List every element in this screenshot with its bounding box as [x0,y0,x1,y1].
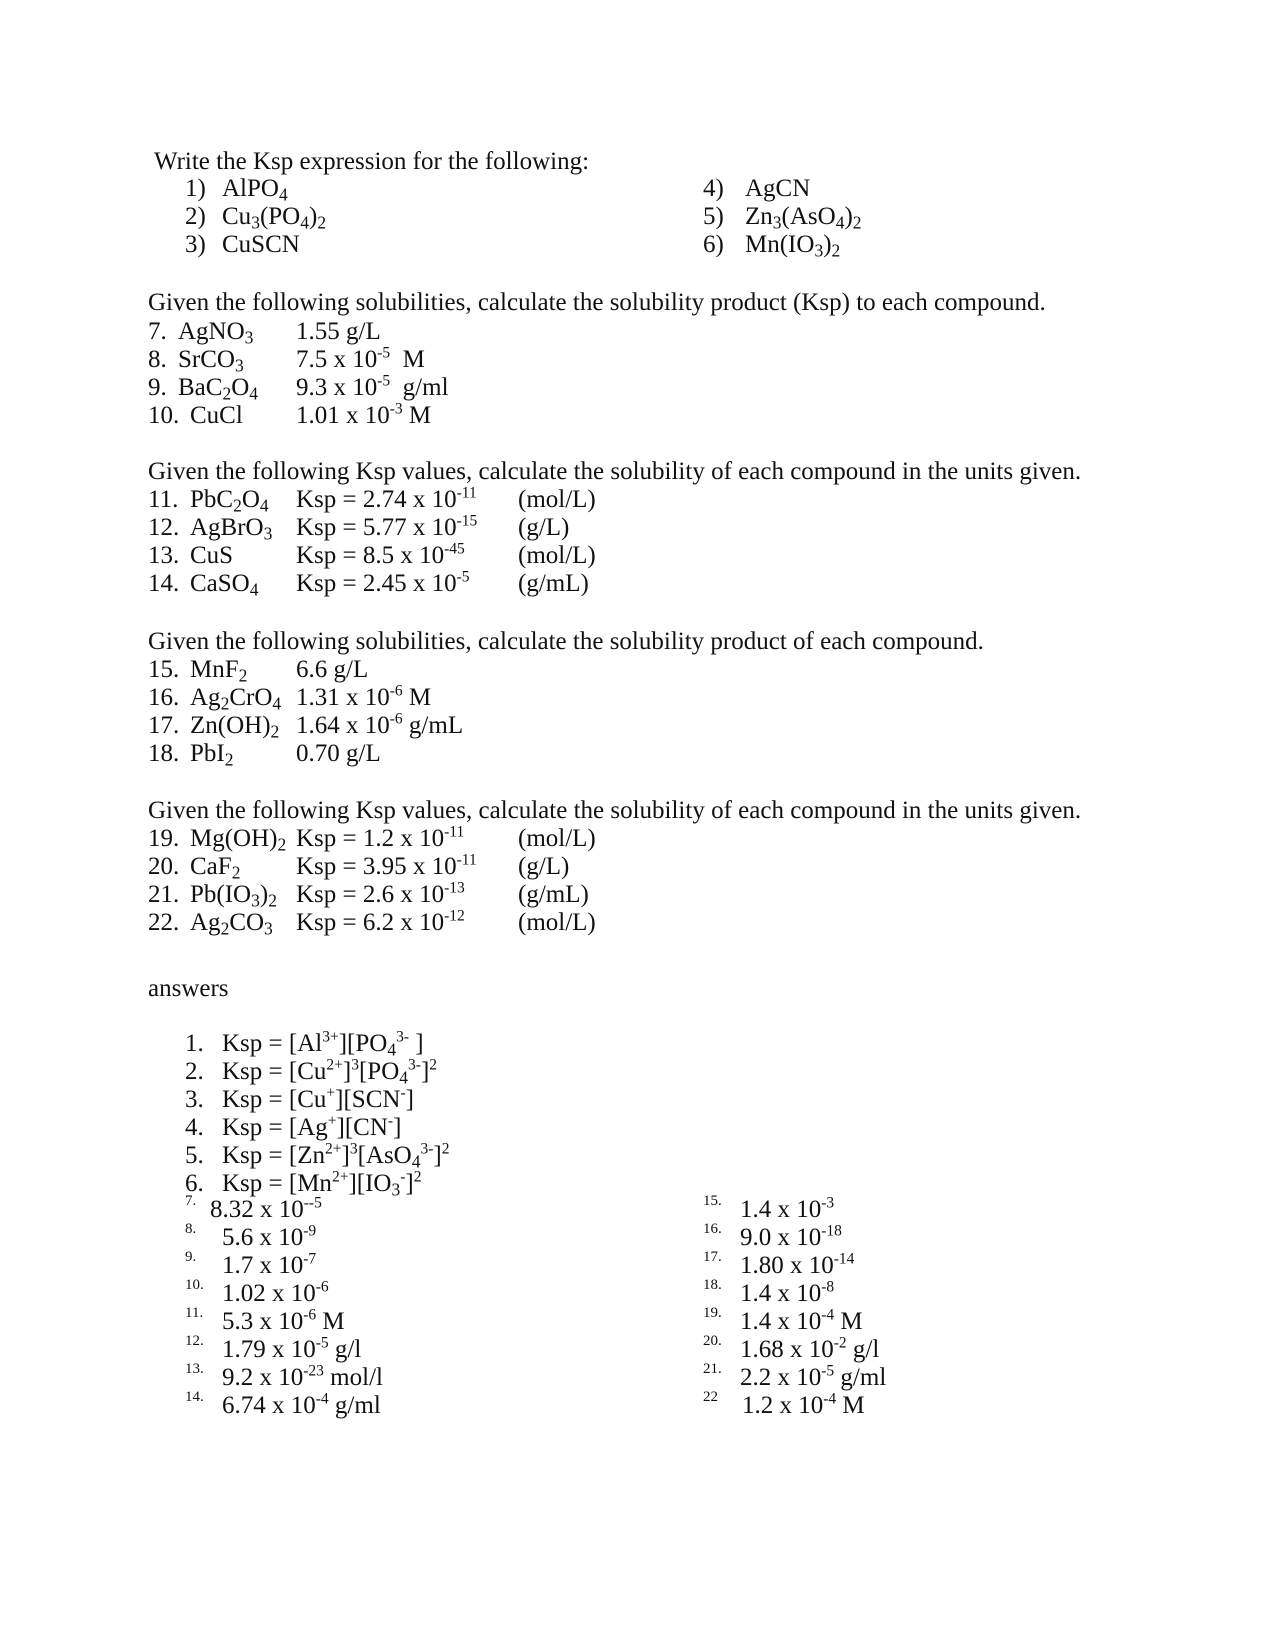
row-formula: $Ag_2CO_3$ [190,909,273,939]
item-number: 4) [703,175,724,202]
row-formula: PbI$_2$ [190,740,234,770]
row-unit: (mol/L) [518,486,596,513]
row-value: 0.70 g/L [296,740,381,767]
answer-number: 4. [185,1114,204,1141]
row-formula: CaF$_2$ [190,853,241,883]
answer-number: 18. [703,1277,722,1293]
answer-value: 1.02 x $10^{-6}$ [222,1278,329,1307]
answer-number: 15. [703,1193,722,1209]
row-formula: $Ag_2CrO_4$ [190,684,282,714]
row-number: 20. [148,853,180,880]
answer-value: 1.2 x $10^{-4}$ M [742,1390,865,1419]
ksp-expression-heading: Write the Ksp expression for the following: [154,148,590,175]
answer-expression: Ksp = $[Zn^{2+}]^3[AsO_4^{3-}]^2$ [222,1140,450,1172]
row-number: 12. [148,514,180,541]
answer-number: 9. [185,1249,197,1265]
row-number: 19. [148,825,180,852]
item-formula: CuSCN [222,231,300,258]
solubility-product-heading: Given the following solubilities, calculate the solubility product of each compound. [148,628,984,655]
row-number: 21. [148,881,180,908]
answer-expression: Ksp = [Cu+][SCN-] [222,1084,414,1113]
answer-value: 5.6 x $10^{-9}$ [222,1222,317,1251]
row-unit: (g/mL) [518,570,589,597]
answer-expression: Ksp = $[Mn^{2+}][IO_3^-]^2$ [222,1168,422,1200]
row-formula: $Zn(OH)_2$ [190,712,280,742]
row-value: 9.3 x $10^{-5}$ g/ml [296,372,449,401]
answer-number: 17. [703,1249,722,1265]
row-ksp: Ksp = 6.2 x $10^{-12}$ [296,907,465,936]
ksp-to-solubility-heading-2: Given the following Ksp values, calculate the solubility of each compound in the units given. [148,797,1082,824]
row-ksp: Ksp = 8.5 x $10^{-45}$ [296,540,465,569]
row-formula: SrCO$_3$ [178,346,244,376]
answer-number: 21. [703,1361,722,1377]
row-formula: $BaC_2O_4$ [178,374,259,404]
row-number: 7. [148,318,167,345]
row-number: 22. [148,909,180,936]
answer-value: 1.7 x $10^{-7}$ [222,1250,317,1279]
row-formula: CuCl [190,402,243,429]
answer-number: 2. [185,1058,204,1085]
item-number: 2) [185,203,206,230]
answer-value: 1.4 x $10^{-4}$ M [740,1306,863,1335]
row-number: 15. [148,656,180,683]
answer-number: 12. [185,1333,204,1349]
row-formula: AgNO$_3$ [178,318,254,348]
answer-number: 16. [703,1221,722,1237]
row-formula: MnF$_2$ [190,656,248,686]
item-number: 1) [185,175,206,202]
answer-number: 20. [703,1333,722,1349]
item-formula: AgCN [745,175,811,202]
answer-value: 9.2 x $10^{-23}$ mol/l [222,1362,383,1391]
answer-value: 2.2 x $10^{-5}$ g/ml [740,1362,887,1391]
answer-expression: Ksp = $[Cu^{2+}]^3[PO_4^{3-}]^2$ [222,1056,438,1088]
row-number: 18. [148,740,180,767]
answer-expression: Ksp = $[Al^{3+}][PO_4^{3-}$ ] [222,1028,424,1060]
item-number: 3) [185,231,206,258]
row-number: 13. [148,542,180,569]
row-unit: (g/L) [518,514,570,541]
answer-number: 3. [185,1086,204,1113]
row-unit: (mol/L) [518,909,596,936]
answer-value: 6.74 x $10^{-4}$ g/ml [222,1390,381,1419]
answer-value: 1.68 x $10^{-2}$ g/l [740,1334,880,1363]
row-number: 16. [148,684,180,711]
answer-number: 13. [185,1361,204,1377]
row-value: 7.5 x $10^{-5}$ M [296,344,425,373]
answer-number: 5. [185,1142,204,1169]
row-ksp: Ksp = 1.2 x $10^{-11}$ [296,823,465,852]
answer-expression: Ksp = [Ag+][CN-] [222,1112,402,1141]
row-formula: CaSO$_4$ [190,570,259,600]
row-ksp: Ksp = 2.45 x $10^{-5}$ [296,568,470,597]
answer-number: 8. [185,1221,197,1237]
item-number: 6) [703,231,724,258]
answer-value: 1.80 x $10^{-14}$ [740,1250,855,1279]
row-formula: $PbC_2O_4$ [190,486,269,516]
answer-number: 11. [185,1305,204,1321]
row-ksp: Ksp = 2.74 x $10^{-11}$ [296,484,477,513]
row-unit: (g/L) [518,853,570,880]
row-value: 1.64 x $10^{-6}$ g/mL [296,710,464,739]
answer-value: 8.32 x $10^{--5}$ [210,1194,322,1223]
row-value: 1.31 x $10^{-6}$ M [296,682,432,711]
row-ksp: Ksp = 5.77 x $10^{-15}$ [296,512,478,541]
row-number: 8. [148,346,167,373]
answer-number: 6. [185,1170,204,1197]
row-value: 6.6 g/L [296,656,369,683]
row-number: 17. [148,712,180,739]
row-formula: AgBrO$_3$ [190,514,273,544]
answer-number: 10. [185,1277,204,1293]
row-formula: $Mg(OH)_2$ [190,825,287,855]
answer-number: 1. [185,1030,204,1057]
row-number: 10. [148,402,180,429]
answer-value: 1.4 x $10^{-3}$ [740,1194,835,1223]
answer-number: 7. [185,1193,197,1209]
answer-number: 14. [185,1389,204,1405]
item-formula: $Zn_3(AsO_4)_2$ [745,203,862,233]
row-number: 11. [148,486,179,513]
row-value: 1.01 x $10^{-3}$ M [296,400,432,429]
answer-value: 1.79 x $10^{-5}$ g/l [222,1334,362,1363]
row-unit: (mol/L) [518,542,596,569]
row-ksp: Ksp = 2.6 x $10^{-13}$ [296,879,465,908]
ksp-to-solubility-heading: Given the following Ksp values, calculate the solubility of each compound in the units given. [148,458,1082,485]
answer-value: 9.0 x $10^{-18}$ [740,1222,842,1251]
row-formula: $Pb(IO_3)_2$ [190,881,277,911]
row-unit: (g/mL) [518,881,589,908]
answers-label: answers [148,975,229,1002]
item-formula: AlPO$_4$ [222,175,288,205]
item-formula: $Mn(IO_3)_2$ [745,231,841,261]
row-value: 1.55 g/L [296,318,381,345]
row-formula: CuS [190,542,234,569]
answer-value: 5.3 x $10^{-6}$ M [222,1306,345,1335]
row-unit: (mol/L) [518,825,596,852]
answer-number: 22 [703,1389,718,1405]
answer-value: 1.4 x $10^{-8}$ [740,1278,835,1307]
item-formula: $Cu_3(PO_4)_2$ [222,203,327,233]
row-ksp: Ksp = 3.95 x $10^{-11}$ [296,851,477,880]
answer-number: 19. [703,1305,722,1321]
solubility-to-ksp-heading: Given the following solubilities, calculate the solubility product (Ksp) to each compound. [148,289,1046,316]
row-number: 14. [148,570,180,597]
row-number: 9. [148,374,167,401]
item-number: 5) [703,203,724,230]
